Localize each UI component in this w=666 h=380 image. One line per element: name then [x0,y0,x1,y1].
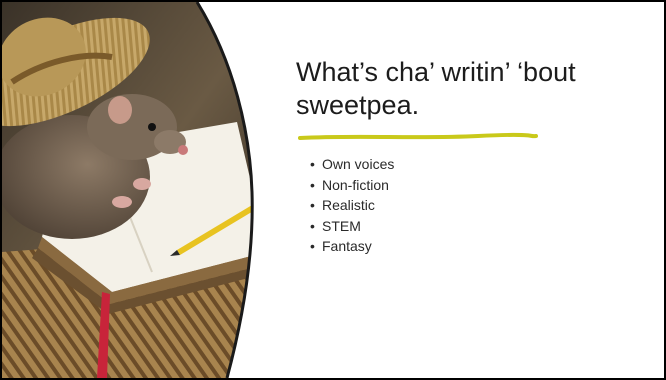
slide-title: What’s cha’ writin’ ‘bout sweetpea. [296,57,576,120]
bullet-item [310,195,394,216]
bullet-text: Non-fiction [322,176,389,193]
bullet-item [310,175,394,196]
bullet-dot: • [310,238,315,254]
slide-canvas [2,2,664,378]
title-accent-underline [298,130,538,144]
bullet-dot: • [310,197,315,213]
bullet-item [310,216,394,237]
bullet-dot: • [310,176,315,193]
bullet-text: Own voices [322,156,395,172]
bullet-item [310,154,394,175]
bullet-dot: • [310,156,315,172]
bullet-text: STEM [322,217,361,234]
bullet-item [310,236,394,257]
rat-notebook-photo [2,2,272,378]
bullet-text: Fantasy [322,238,372,254]
bullet-list [310,154,394,257]
bullet-dot: • [310,217,315,234]
bullet-text: Realistic [322,197,375,213]
